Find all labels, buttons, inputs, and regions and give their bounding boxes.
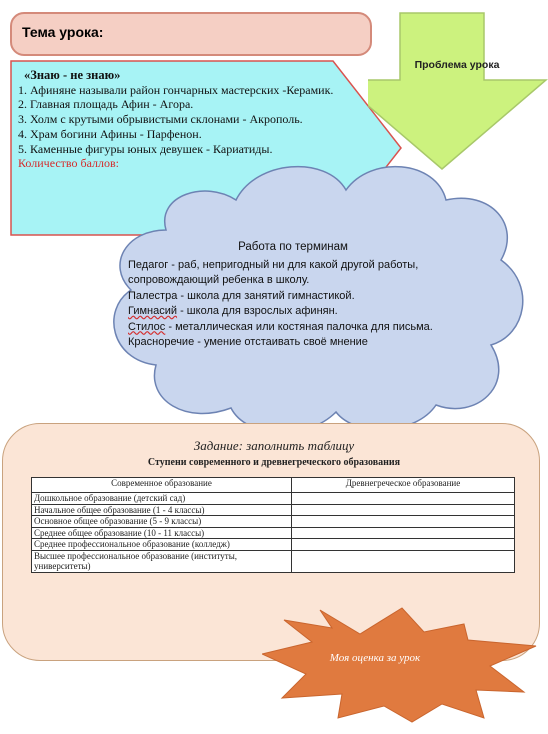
know-not-know-title: «Знаю - не знаю» — [24, 68, 121, 82]
term-entry — [128, 320, 458, 336]
table-row — [32, 527, 515, 539]
score-label: Количество баллов: — [18, 156, 119, 171]
terms-content — [128, 240, 458, 351]
term-definition: - раб, непригодный ни для какой другой работы, сопровождающий ребенка в школу. — [128, 258, 419, 286]
table-row — [32, 504, 515, 516]
table-row — [32, 539, 515, 551]
table-row — [32, 493, 515, 505]
term-word: Красноречие — [128, 336, 195, 348]
ancient-stage-cell[interactable] — [292, 493, 515, 505]
term-word: Педагог — [128, 258, 169, 271]
ancient-stage-cell[interactable] — [292, 539, 515, 551]
problem-label: Проблема урока — [414, 59, 500, 71]
terms-title: Работа по терминам — [238, 241, 348, 253]
task-title: Задание: заполнить таблицу — [193, 438, 355, 453]
table-row — [32, 516, 515, 528]
lesson-topic-label: Тема урока: — [22, 24, 104, 40]
modern-stage-cell: Среднее общее образование (10 - 11 классы) — [32, 527, 292, 539]
term-definition: - школа для занятий гимнастикой. — [177, 289, 355, 302]
know-item: 5. Каменные фигуры юных девушек - Кариатиды. — [18, 141, 273, 156]
know-item: 4. Храм богини Афины - Парфенон. — [18, 126, 202, 141]
know-item: 1. Афиняне называли район гончарных мастерских -Керамик. — [18, 82, 334, 97]
header-modern: Современное образование — [32, 478, 292, 493]
term-definition: - школа для взрослых афинян. — [177, 305, 338, 317]
ancient-stage-cell[interactable] — [292, 527, 515, 539]
ancient-stage-cell[interactable] — [292, 504, 515, 516]
term-definition: - металлическая или костяная палочка для письма. — [165, 320, 433, 333]
task-subtitle: Ступени современного и древнегреческого образования — [147, 457, 401, 468]
education-table — [31, 477, 515, 573]
modern-stage-cell: Дошкольное образование (детский сад) — [32, 493, 292, 505]
term-definition: - умение отстаивать своё мнение — [194, 336, 368, 348]
problem-arrow-shape — [368, 12, 548, 170]
term-entry — [128, 289, 458, 305]
modern-stage-cell: Высшее профессиональное образование (институты, университеты) — [32, 550, 292, 572]
know-not-know-content — [18, 68, 340, 171]
modern-stage-cell: Среднее профессиональное образование (колледж) — [32, 539, 292, 551]
know-item: 2. Главная площадь Афин - Агора. — [18, 97, 194, 112]
ancient-stage-cell[interactable] — [292, 550, 515, 572]
modern-stage-cell: Начальное общее образование (1 - 4 классы) — [32, 504, 292, 516]
know-item: 3. Холм с крутыми обрывистыми склонами - Акрополь. — [18, 112, 303, 127]
term-entry — [128, 258, 458, 289]
term-word: Палестра — [128, 289, 178, 302]
term-word: Стилос — [128, 320, 166, 333]
table-row — [32, 550, 515, 572]
grade-label: Моя оценка за урок — [329, 652, 421, 664]
modern-stage-cell: Основное общее образование (5 - 9 классы) — [32, 516, 292, 528]
header-ancient: Древнегреческое образование — [292, 478, 515, 493]
term-entry — [128, 304, 458, 320]
lesson-topic-box — [10, 12, 372, 56]
table-header-row — [32, 478, 515, 493]
term-word: Гимнасий — [128, 305, 178, 317]
term-entry — [128, 335, 458, 351]
ancient-stage-cell[interactable] — [292, 516, 515, 528]
